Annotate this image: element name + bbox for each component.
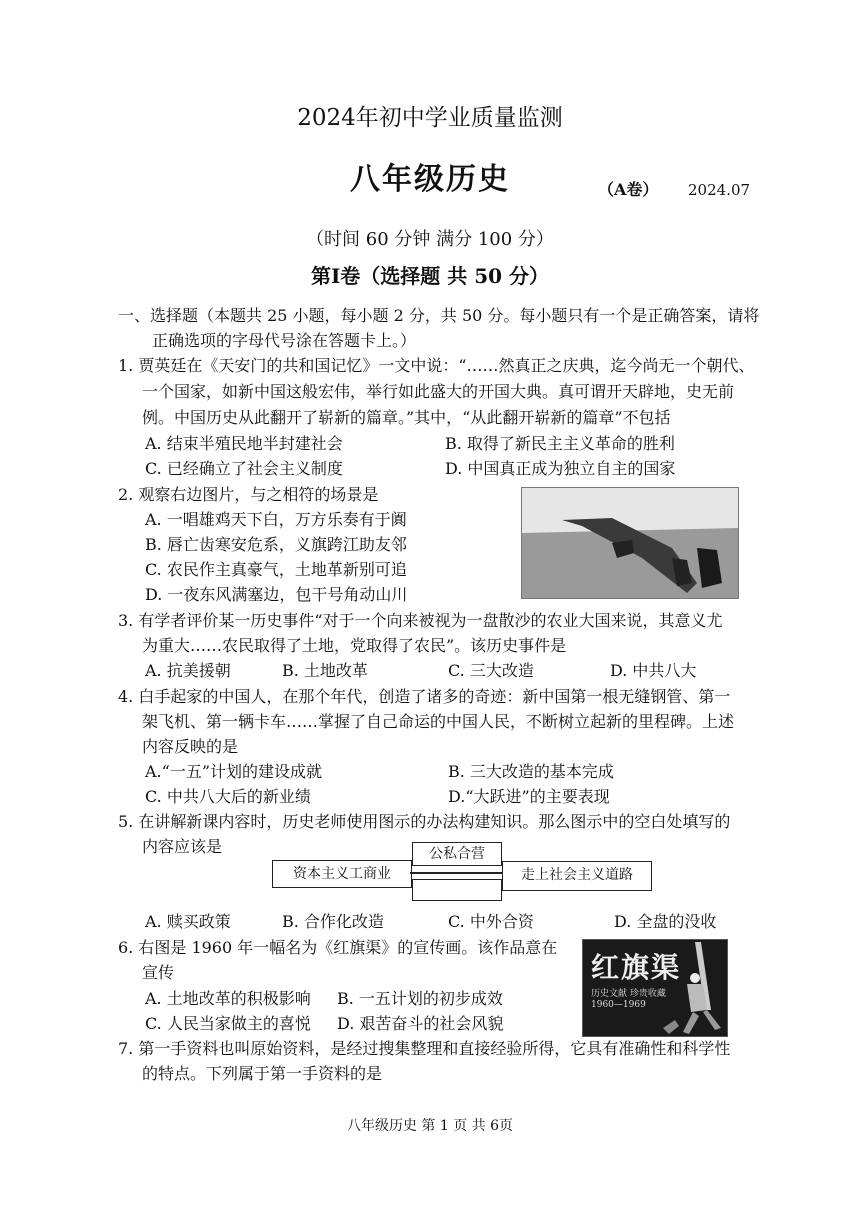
instructions-line-2: 正确选项的字母代号涂在答题卡上。）: [152, 331, 417, 350]
section-title: 第Ⅰ卷（选择题 共 50 分）: [310, 264, 550, 288]
diagram-left-box: 资本主义工商业: [272, 860, 412, 888]
q2-option-c: C. 农民作主真豪气，土地革新别可追: [145, 560, 407, 579]
q3-option-d: D. 中共八大: [610, 661, 697, 680]
paper-type: （A卷）: [598, 180, 659, 199]
q2-option-b: B. 唇亡齿寒安危系，义旗跨江助友邻: [145, 535, 407, 554]
diagram-blank-box: [412, 879, 502, 901]
q1-line-2: 一个国家，如新中国这般宏伟，举行如此盛大的开国大典。真可谓开天辟地，史无前: [142, 382, 735, 401]
q4-option-d: D.“大跃进”的主要表现: [448, 787, 610, 806]
subject-title: 八年级历史: [350, 162, 510, 197]
poster-caption-1: 历史文献 珍贵收藏: [591, 989, 666, 999]
q1-line-3: 例。中国历史从此翻开了崭新的篇章。”其中，“从此翻开崭新的篇章”不包括: [142, 408, 671, 427]
q6-option-a: A. 土地改革的积极影响: [145, 989, 311, 1008]
exam-date: 2024.07: [688, 181, 751, 199]
time-info: （时间 60 分钟 满分 100 分）: [306, 229, 554, 250]
poster-caption-2: 1960—1969: [591, 1000, 646, 1010]
river-crossing-photo: [521, 487, 739, 599]
q1-option-d: D. 中国真正成为独立自主的国家: [445, 459, 676, 478]
q4-option-c: C. 中共八大后的新业绩: [145, 787, 311, 806]
diagram-connector: [410, 872, 502, 874]
q4-line-2: 架飞机、第一辆卡车……掌握了自己命运的中国人民，不断树立起新的里程碑。上述: [142, 712, 735, 731]
q6-line-1: 6. 右图是 1960 年一幅名为《红旗渠》的宣传画。该作品意在: [118, 938, 558, 957]
q4-line-1: 4. 白手起家的中国人，在那个年代，创造了诸多的奇迹：新中国第一根无缝钢管、第一: [118, 687, 731, 706]
q1-option-b: B. 取得了新民主主义革命的胜利: [445, 434, 675, 453]
q2-stem: 2. 观察右边图片，与之相符的场景是: [118, 485, 379, 504]
page-footer: 八年级历史 第 1 页 共 6页: [346, 1118, 514, 1134]
poster-title: 红旗渠: [591, 951, 682, 984]
q1-option-a: A. 结束半殖民地半封建社会: [145, 434, 343, 453]
q5-option-a: A. 赎买政策: [145, 912, 231, 931]
q5-option-c: C. 中外合资: [448, 912, 534, 931]
q3-option-b: B. 土地改革: [282, 661, 368, 680]
q2-option-d: D. 一夜东风满塞边，包干号角动山川: [145, 585, 408, 604]
q6-line-2: 宣传: [142, 963, 175, 982]
q6-option-d: D. 艰苦奋斗的社会风貌: [337, 1014, 504, 1033]
q4-option-a: A.“一五”计划的建设成就: [145, 762, 323, 781]
q3-line-1: 3. 有学者评价某一历史事件“对于一个向来被视为一盘散沙的农业大国来说，其意义尤: [118, 611, 723, 630]
q5-option-b: B. 合作化改造: [282, 912, 384, 931]
poster-figure-icon: [583, 940, 727, 1036]
q4-line-3: 内容反映的是: [142, 737, 239, 756]
q6-option-b: B. 一五计划的初步成效: [337, 989, 503, 1008]
diagram-top-box: 公私合营: [412, 842, 502, 866]
q7-line-2: 的特点。下列属于第一手资料的是: [142, 1064, 383, 1083]
exam-title: 2024年初中学业质量监测: [297, 105, 563, 131]
q5-option-d: D. 全盘的没收: [614, 912, 717, 931]
q7-line-1: 7. 第一手资料也叫原始资料，是经过搜集整理和直接经验所得，它具有准确性和科学性: [118, 1039, 731, 1058]
q5-line-2: 内容应该是: [142, 837, 223, 856]
diagram-right-box: 走上社会主义道路: [502, 861, 652, 891]
q4-option-b: B. 三大改造的基本完成: [448, 762, 614, 781]
hongqiqu-poster: [582, 939, 728, 1037]
q3-line-2: 为重大……农民取得了土地，党取得了农民”。该历史事件是: [142, 636, 567, 655]
q3-option-a: A. 抗美援朝: [145, 661, 231, 680]
instructions-line-1: 一、选择题（本题共 25 小题，每小题 2 分，共 50 分。每小题只有一个是正确答案，请将: [118, 306, 760, 325]
q6-option-c: C. 人民当家做主的喜悦: [145, 1014, 311, 1033]
photo-illustration: [522, 488, 738, 598]
q1-line-1: 1. 贾英廷在《天安门的共和国记忆》一文中说：“……然真正之庆典，迄今尚无一个朝代、: [118, 356, 755, 375]
q5-line-1: 5. 在讲解新课内容时，历史老师使用图示的办法构建知识。那么图示中的空白处填写的: [118, 812, 731, 831]
q3-option-c: C. 三大改造: [448, 661, 534, 680]
q1-option-c: C. 已经确立了社会主义制度: [145, 459, 343, 478]
q2-option-a: A. 一唱雄鸡天下白，万方乐奏有于阗: [145, 510, 407, 529]
